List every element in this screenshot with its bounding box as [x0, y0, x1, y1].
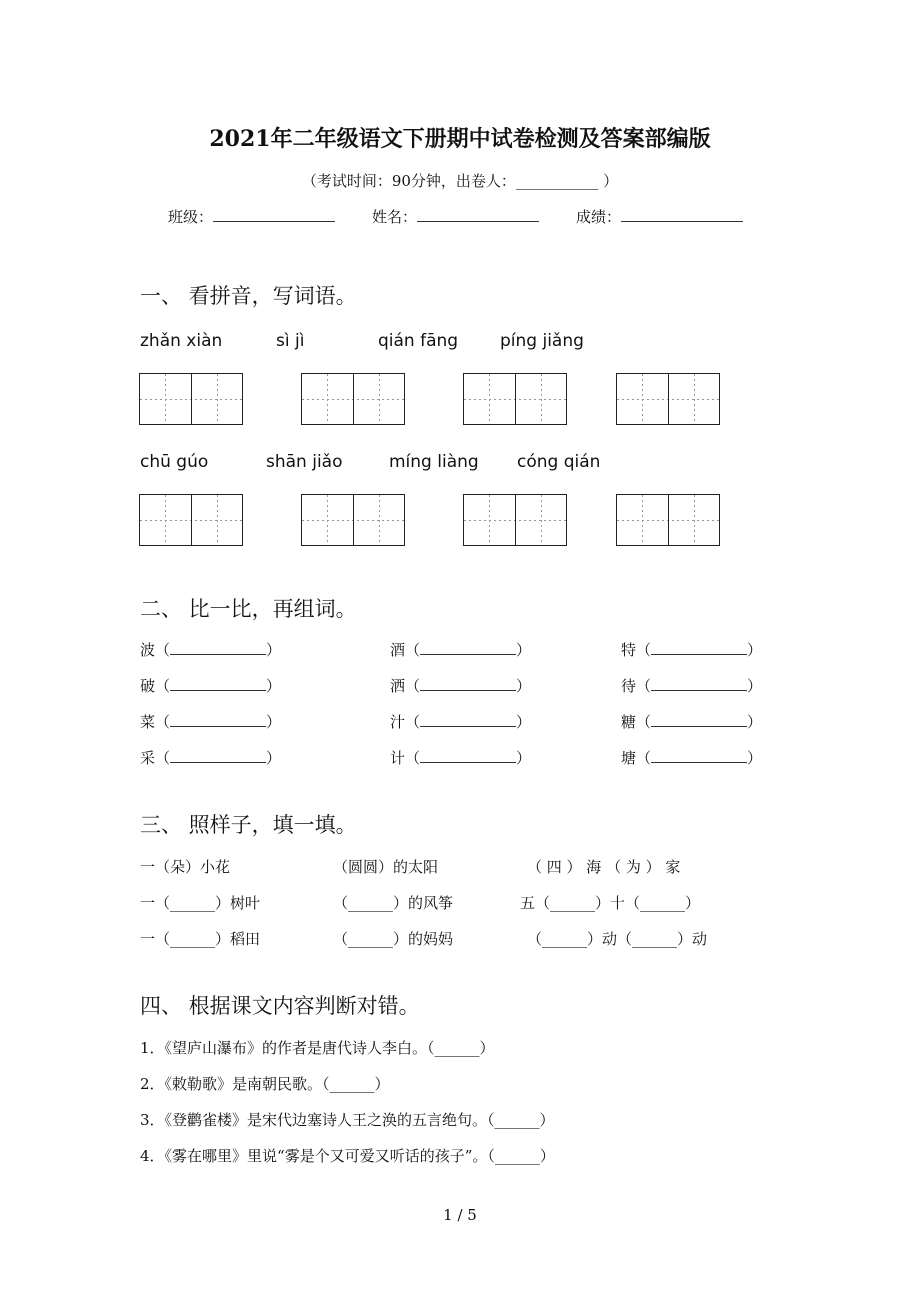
- compare-item: 汁（ ）: [390, 713, 532, 731]
- pinyin: zhǎn xiàn: [140, 331, 223, 351]
- score-blank[interactable]: [621, 207, 743, 222]
- answer-blank[interactable]: [651, 712, 747, 727]
- answer-blank[interactable]: [651, 748, 747, 763]
- answer-blank[interactable]: [420, 640, 516, 655]
- fill-item[interactable]: （______）的风筝: [333, 894, 454, 912]
- writing-grid[interactable]: [463, 494, 567, 546]
- pinyin: cóng qián: [517, 452, 601, 472]
- answer-blank[interactable]: [170, 712, 266, 727]
- answer-blank[interactable]: [420, 712, 516, 727]
- writing-grid[interactable]: [301, 494, 405, 546]
- name-label: 姓名：: [372, 208, 418, 226]
- compare-item: 采（ ）: [140, 749, 282, 767]
- example-item: 一（朵）小花: [140, 858, 231, 876]
- score-field: [576, 206, 743, 227]
- pinyin: qián fāng: [378, 331, 459, 351]
- class-blank[interactable]: [213, 207, 335, 222]
- compare-item: 菜（ ）: [140, 713, 282, 731]
- writing-grid[interactable]: [139, 494, 243, 546]
- compare-item: 塘（ ）: [621, 749, 763, 767]
- example-item: （圆圆）的太阳: [333, 858, 439, 876]
- writing-grid[interactable]: [301, 373, 405, 425]
- compare-item: 波（ ）: [140, 641, 282, 659]
- section3-heading: 三、 照样子，填一填。: [140, 813, 357, 837]
- exam-subtitle: （考试时间：90分钟，出卷人：___________ ）: [301, 172, 619, 190]
- answer-blank[interactable]: [651, 676, 747, 691]
- compare-item: 洒（ ）: [390, 677, 532, 695]
- answer-blank[interactable]: [420, 748, 516, 763]
- class-label: 班级：: [168, 208, 214, 226]
- fill-item[interactable]: 五（______）十（______）: [520, 894, 701, 912]
- name-blank[interactable]: [417, 207, 539, 222]
- class-field: [168, 206, 335, 227]
- judge-item[interactable]: 1．《望庐山瀑布》的作者是唐代诗人李白。（______）: [140, 1039, 495, 1057]
- compare-item: 糖（ ）: [621, 713, 763, 731]
- section1-heading: 一、 看拼音，写词语。: [140, 284, 357, 308]
- writing-grid[interactable]: [616, 373, 720, 425]
- fill-item[interactable]: （______）动（______）动: [527, 930, 708, 948]
- compare-item: 特（ ）: [621, 641, 763, 659]
- writing-grid[interactable]: [139, 373, 243, 425]
- judge-item[interactable]: 3．《登鹳雀楼》是宋代边塞诗人王之涣的五言绝句。（______）: [140, 1111, 555, 1129]
- judge-item[interactable]: 2．《敕勒歌》是南朝民歌。（______）: [140, 1075, 390, 1093]
- section4-heading: 四、 根据课文内容判断对错。: [140, 994, 420, 1018]
- name-field: [372, 206, 539, 227]
- section2-heading: 二、 比一比，再组词。: [140, 597, 357, 621]
- answer-blank[interactable]: [170, 748, 266, 763]
- pinyin: chū gúo: [140, 452, 209, 472]
- fill-item[interactable]: 一（______）稻田: [140, 930, 261, 948]
- judge-item[interactable]: 4．《雾在哪里》里说“雾是个又可爱又听话的孩子”。（______）: [140, 1147, 555, 1165]
- compare-item: 计（ ）: [390, 749, 532, 767]
- score-label: 成绩：: [576, 208, 622, 226]
- answer-blank[interactable]: [170, 640, 266, 655]
- page-number: 1 / 5: [443, 1206, 477, 1224]
- pinyin: sì jì: [276, 331, 305, 351]
- answer-blank[interactable]: [420, 676, 516, 691]
- pinyin: míng liàng: [389, 452, 479, 472]
- pinyin: píng jiǎng: [500, 331, 584, 351]
- fill-item[interactable]: 一（______）树叶: [140, 894, 261, 912]
- writing-grid[interactable]: [616, 494, 720, 546]
- fill-item[interactable]: （______）的妈妈: [333, 930, 454, 948]
- example-item: （ 四 ） 海 （ 为 ） 家: [527, 858, 681, 876]
- pinyin: shān jiǎo: [266, 452, 343, 472]
- compare-item: 破（ ）: [140, 677, 282, 695]
- compare-item: 酒（ ）: [390, 641, 532, 659]
- compare-item: 待（ ）: [621, 677, 763, 695]
- page-title: 2021年二年级语文下册期中试卷检测及答案部编版: [209, 126, 711, 152]
- answer-blank[interactable]: [170, 676, 266, 691]
- writing-grid[interactable]: [463, 373, 567, 425]
- answer-blank[interactable]: [651, 640, 747, 655]
